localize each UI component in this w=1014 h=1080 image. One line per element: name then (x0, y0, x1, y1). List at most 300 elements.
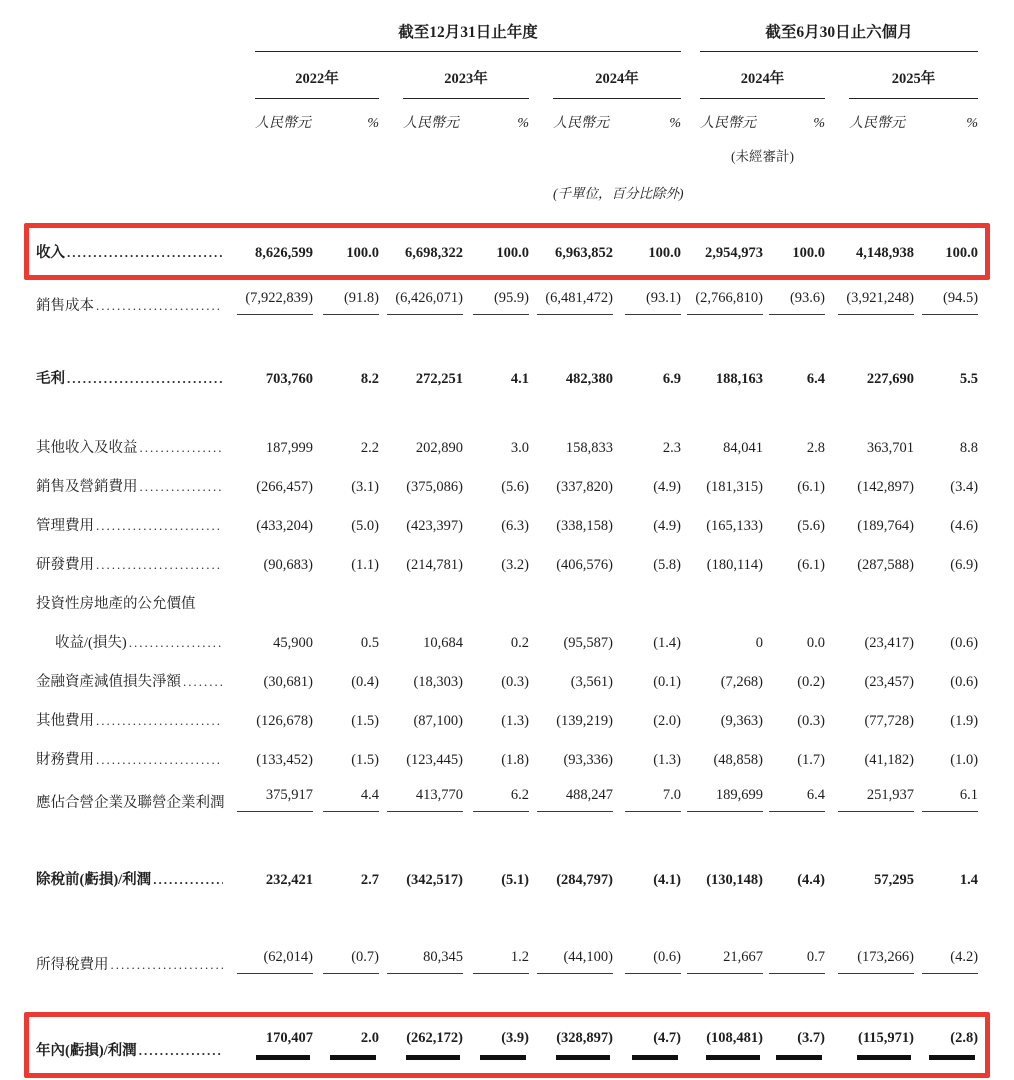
row-label-cell (36, 583, 231, 622)
units-note: (千單位，百分比除外) (553, 186, 684, 201)
amount-value: (423,397) (406, 518, 463, 534)
amount-value: (2,766,810) (687, 290, 763, 315)
percent-cell (914, 281, 978, 324)
row-label: 收益/(損失) (55, 635, 127, 651)
row-label-cell (36, 1021, 231, 1069)
amount-cell (379, 466, 463, 505)
percent-cell (313, 739, 379, 778)
amount-value: (23,417) (864, 635, 915, 651)
amount-value: 703,760 (265, 371, 313, 387)
percent-value: (1.4) (653, 635, 682, 651)
percent-cell (763, 700, 825, 739)
interim-period-label: 截至6月30日止六個月 (765, 24, 913, 41)
financial-summary-table (36, 12, 978, 1069)
amount-value: 0 (755, 635, 764, 651)
table-row (36, 859, 978, 898)
percent-value: (1.0) (950, 752, 979, 768)
percent-cell (763, 622, 825, 661)
unit-header (403, 99, 529, 132)
percent-value: (3.4) (950, 479, 979, 495)
amount-value: (108,481) (706, 1030, 763, 1060)
table-row (36, 661, 978, 700)
amount-cell (379, 505, 463, 544)
percent-cell (463, 544, 529, 583)
dot-leader (96, 752, 223, 768)
amount-cell (231, 427, 313, 466)
amount-value: 363,701 (866, 440, 915, 456)
empty-cell (36, 12, 231, 52)
amount-cell (825, 505, 914, 544)
row-label-cell (36, 739, 231, 778)
percent-value: (5.8) (653, 557, 682, 573)
amount-value: 10,684 (423, 635, 463, 651)
percent-cell (914, 583, 978, 622)
percent-cell (613, 622, 681, 661)
amount-cell (529, 661, 613, 700)
percent-cell (613, 940, 681, 983)
currency-label: 人民幣元 (700, 116, 757, 131)
percent-cell (463, 661, 529, 700)
spacer-cell (36, 898, 978, 940)
percent-value: (1.3) (501, 713, 529, 729)
amount-cell (529, 466, 613, 505)
amount-cell (231, 466, 313, 505)
percent-cell (763, 1021, 825, 1069)
currency-label: 人民幣元 (849, 116, 906, 131)
percent-value: (93.6) (769, 290, 825, 315)
amount-cell (529, 358, 613, 397)
amount-value: (189,764) (857, 518, 915, 534)
table-row (36, 1021, 978, 1069)
percent-cell (463, 427, 529, 466)
amount-value: (48,858) (713, 752, 764, 768)
amount-value: 188,163 (715, 371, 764, 387)
percent-value: 1.2 (473, 949, 529, 974)
row-spacer (36, 898, 978, 940)
table-row (36, 427, 978, 466)
percent-cell (463, 940, 529, 983)
percent-value: 4.1 (510, 371, 529, 387)
table-row (36, 281, 978, 324)
percent-cell (313, 466, 379, 505)
row-label-cell (36, 427, 231, 466)
percent-value: (6.1) (797, 479, 826, 495)
percent-cell (463, 622, 529, 661)
percent-value: (4.4) (797, 872, 826, 888)
percent-value: (6.9) (950, 557, 979, 573)
amount-value: 6,698,322 (405, 245, 463, 261)
percent-cell (914, 505, 978, 544)
row-label: 其他費用 (36, 713, 94, 729)
row-label-cell (36, 505, 231, 544)
percent-cell (313, 544, 379, 583)
amount-value: 6,963,852 (555, 245, 613, 261)
amount-cell (529, 700, 613, 739)
amount-cell (231, 544, 313, 583)
amount-cell (231, 1021, 313, 1069)
row-label-cell (36, 622, 231, 661)
amount-value: 187,999 (265, 440, 313, 456)
amount-value: (6,481,472) (537, 290, 613, 315)
amount-cell (529, 1021, 613, 1069)
amount-cell (379, 940, 463, 983)
dot-leader (183, 674, 223, 690)
percent-cell (763, 859, 825, 898)
percent-value: 0.2 (510, 635, 529, 651)
spacer-cell (36, 324, 978, 358)
period-group-header-row (36, 12, 978, 52)
amount-value: (90,683) (263, 557, 313, 573)
table-row (36, 466, 978, 505)
year-2022-header: 2022年 (255, 52, 379, 99)
amount-value: (284,797) (556, 872, 613, 888)
percent-value: (2.8) (950, 1030, 978, 1060)
row-spacer (36, 983, 978, 1021)
amount-cell (825, 281, 914, 324)
amount-cell (379, 281, 463, 324)
percent-cell (313, 622, 379, 661)
row-label: 其他收入及收益 (36, 440, 138, 456)
unit-header-row (36, 99, 978, 132)
amount-value: 21,667 (687, 949, 763, 974)
percent-cell (613, 700, 681, 739)
percent-cell (914, 232, 978, 271)
dot-leader (111, 957, 224, 973)
dot-leader (96, 518, 223, 534)
percent-value: (4.9) (653, 518, 682, 534)
amount-value: 57,295 (874, 872, 915, 888)
amount-cell (825, 466, 914, 505)
percent-value: (4.1) (653, 872, 682, 888)
percent-cell (763, 583, 825, 622)
amount-cell (379, 544, 463, 583)
percent-cell (763, 358, 825, 397)
table-row (36, 505, 978, 544)
dot-leader (129, 635, 223, 651)
percent-value: (5.6) (797, 518, 826, 534)
table-row (36, 622, 978, 661)
amount-cell (825, 661, 914, 700)
amount-value: (7,268) (720, 674, 764, 690)
amount-cell (379, 232, 463, 271)
percent-cell (463, 505, 529, 544)
amount-value: 488,247 (537, 787, 613, 812)
row-label: 毛利 (36, 371, 65, 387)
percent-value: (0.1) (653, 674, 682, 690)
row-label-cell (36, 466, 231, 505)
percent-cell (763, 281, 825, 324)
row-label: 研發費用 (36, 557, 94, 573)
row-label: 應佔合營企業及聯營企業利潤 (36, 795, 225, 811)
amount-value: 227,690 (866, 371, 915, 387)
amount-value: 375,917 (237, 787, 313, 812)
amount-cell (231, 232, 313, 271)
amount-value: (180,114) (706, 557, 764, 573)
amount-value: 8,626,599 (255, 245, 313, 261)
amount-value: (44,100) (537, 949, 613, 974)
spacer-cell (36, 983, 978, 1021)
percent-cell (914, 1021, 978, 1069)
percent-label: % (813, 116, 826, 131)
row-label: 財務費用 (36, 752, 94, 768)
amount-value: (93,336) (563, 752, 613, 768)
percent-label: % (517, 116, 529, 131)
table-row (36, 940, 978, 983)
dot-leader (67, 371, 223, 387)
amount-cell (825, 1021, 914, 1069)
row-label-cell (36, 232, 231, 271)
row-label: 除稅前(虧損)/利潤 (36, 872, 152, 888)
dot-leader (139, 1043, 223, 1059)
row-label: 投資性房地產的公允價值 (36, 596, 196, 612)
amount-cell (681, 281, 763, 324)
dot-leader (96, 713, 223, 729)
percent-label: % (669, 116, 682, 131)
percent-value: (5.0) (351, 518, 379, 534)
amount-value: (41,182) (864, 752, 915, 768)
amount-value: (18,303) (413, 674, 463, 690)
percent-value: 7.0 (625, 787, 681, 812)
percent-value: (0.2) (797, 674, 826, 690)
percent-cell (463, 232, 529, 271)
amount-cell (379, 622, 463, 661)
amount-value: 251,937 (838, 787, 914, 812)
amount-cell (681, 232, 763, 271)
row-label: 年內(虧損)/利潤 (36, 1043, 137, 1059)
amount-value: (115,971) (858, 1030, 914, 1060)
percent-value: 2.8 (806, 440, 826, 456)
row-label: 收入 (36, 245, 65, 261)
amount-value: 170,407 (266, 1030, 313, 1060)
percent-cell (914, 622, 978, 661)
percent-cell (463, 466, 529, 505)
percent-cell (914, 661, 978, 700)
amount-cell (379, 778, 463, 821)
amount-value: (126,678) (256, 713, 313, 729)
percent-cell (763, 739, 825, 778)
year-2023-header: 2023年 (403, 52, 529, 99)
amount-value: (266,457) (256, 479, 313, 495)
percent-value: (2.0) (653, 713, 682, 729)
percent-value: (4.2) (922, 949, 978, 974)
amount-value: (214,781) (406, 557, 463, 573)
percent-cell (914, 859, 978, 898)
percent-value: 6.2 (473, 787, 529, 812)
percent-value: 100.0 (945, 245, 979, 261)
amount-cell (231, 739, 313, 778)
percent-value: (1.5) (351, 752, 379, 768)
amount-value: (62,014) (237, 949, 313, 974)
unaudited-note: (未經審計) (731, 149, 795, 164)
amount-value: (130,148) (706, 872, 764, 888)
amount-cell (825, 544, 914, 583)
amount-cell (379, 1021, 463, 1069)
percent-cell (763, 427, 825, 466)
amount-cell (529, 505, 613, 544)
dot-leader (96, 557, 223, 573)
amount-value: (23,457) (864, 674, 915, 690)
percent-value: 0.5 (360, 635, 379, 651)
percent-value: 100.0 (648, 245, 682, 261)
percent-value: (0.7) (323, 949, 379, 974)
amount-value: (3,561) (570, 674, 613, 690)
percent-label: % (966, 116, 979, 131)
year-2024-interim-header: 2024年 (700, 52, 825, 99)
units-note-row (36, 165, 978, 202)
percent-cell (613, 583, 681, 622)
amount-cell (681, 940, 763, 983)
row-spacer (36, 397, 978, 427)
dot-leader (96, 298, 223, 314)
amount-cell (231, 622, 313, 661)
percent-cell (463, 1021, 529, 1069)
percent-cell (613, 466, 681, 505)
percent-cell (313, 940, 379, 983)
row-label: 管理費用 (36, 518, 94, 534)
amount-cell (231, 940, 313, 983)
amount-cell (231, 661, 313, 700)
amount-cell (231, 778, 313, 821)
table-row (36, 739, 978, 778)
amount-cell (529, 622, 613, 661)
unit-header (849, 99, 978, 132)
percent-cell (313, 505, 379, 544)
row-label-cell (36, 358, 231, 397)
row-label-cell (36, 700, 231, 739)
amount-cell (681, 505, 763, 544)
percent-value: 6.9 (662, 371, 682, 387)
table-row (36, 778, 978, 821)
percent-cell (763, 940, 825, 983)
amount-cell (379, 358, 463, 397)
percent-cell (613, 427, 681, 466)
percent-value: (1.5) (351, 713, 379, 729)
amount-value: 272,251 (415, 371, 463, 387)
percent-value: 8.2 (360, 371, 379, 387)
amount-cell (231, 583, 313, 622)
amount-cell (529, 583, 613, 622)
percent-cell (463, 281, 529, 324)
percent-cell (463, 358, 529, 397)
percent-cell (313, 700, 379, 739)
amount-cell (379, 739, 463, 778)
amount-cell (379, 427, 463, 466)
table-row (36, 232, 978, 271)
amount-value: (77,728) (864, 713, 915, 729)
percent-value: (3.1) (351, 479, 379, 495)
row-label: 金融資產減值損失淨額 (36, 674, 181, 690)
amount-cell (379, 859, 463, 898)
annual-period-label: 截至12月31日止年度 (398, 24, 538, 41)
amount-cell (681, 1021, 763, 1069)
currency-label: 人民幣元 (403, 116, 459, 131)
amount-cell (681, 583, 763, 622)
percent-cell (613, 358, 681, 397)
percent-cell (463, 859, 529, 898)
amount-value: (287,588) (857, 557, 915, 573)
percent-value: 100.0 (792, 245, 826, 261)
percent-value: (0.3) (501, 674, 529, 690)
dot-leader (67, 245, 223, 261)
amount-cell (825, 622, 914, 661)
percent-value: (0.3) (797, 713, 826, 729)
percent-cell (763, 544, 825, 583)
amount-cell (379, 700, 463, 739)
percent-cell (763, 778, 825, 821)
amount-cell (529, 778, 613, 821)
percent-cell (914, 700, 978, 739)
amount-cell (681, 739, 763, 778)
percent-cell (763, 661, 825, 700)
amount-cell (379, 661, 463, 700)
percent-value: (1.7) (797, 752, 826, 768)
percent-cell (914, 940, 978, 983)
amount-value: (30,681) (263, 674, 313, 690)
percent-value: (5.1) (501, 872, 529, 888)
amount-cell (231, 859, 313, 898)
row-spacer (36, 821, 978, 859)
percent-value: 8.8 (959, 440, 979, 456)
amount-value: (433,204) (256, 518, 313, 534)
amount-cell (231, 505, 313, 544)
percent-value: (5.6) (501, 479, 529, 495)
dot-leader (140, 440, 224, 456)
empty-cell (36, 99, 231, 132)
amount-value: 84,041 (723, 440, 764, 456)
amount-cell (681, 859, 763, 898)
amount-cell (231, 281, 313, 324)
percent-cell (313, 778, 379, 821)
row-label: 銷售及營銷費用 (36, 479, 138, 495)
year-2024-header: 2024年 (553, 52, 681, 99)
amount-cell (529, 859, 613, 898)
amount-value: (3,921,248) (838, 290, 914, 315)
amount-value: 413,770 (387, 787, 463, 812)
percent-value: (3.7) (797, 1030, 825, 1060)
percent-cell (613, 1021, 681, 1069)
amount-value: 2,954,973 (705, 245, 764, 261)
amount-value: 232,421 (265, 872, 313, 888)
amount-cell (681, 544, 763, 583)
amount-cell (681, 427, 763, 466)
amount-value: 189,699 (687, 787, 763, 812)
percent-cell (914, 466, 978, 505)
percent-value: 2.3 (662, 440, 682, 456)
row-label-cell (36, 778, 231, 821)
dot-leader (140, 479, 224, 495)
percent-label: % (367, 116, 379, 131)
amount-value: 482,380 (565, 371, 613, 387)
amount-cell (681, 358, 763, 397)
table-row (36, 700, 978, 739)
percent-value: (4.7) (653, 1030, 681, 1060)
percent-cell (463, 583, 529, 622)
amount-value: (262,172) (406, 1030, 463, 1060)
amount-value: (165,133) (706, 518, 764, 534)
amount-cell (529, 427, 613, 466)
unit-header (700, 99, 825, 132)
percent-cell (763, 466, 825, 505)
amount-value: (338,158) (556, 518, 613, 534)
percent-cell (313, 281, 379, 324)
amount-cell (825, 583, 914, 622)
amount-cell (825, 427, 914, 466)
percent-value: 2.0 (361, 1030, 379, 1060)
percent-value: (6.1) (797, 557, 826, 573)
percent-value: (3.9) (501, 1030, 529, 1060)
percent-value: (91.8) (323, 290, 379, 315)
amount-value: (342,517) (406, 872, 463, 888)
